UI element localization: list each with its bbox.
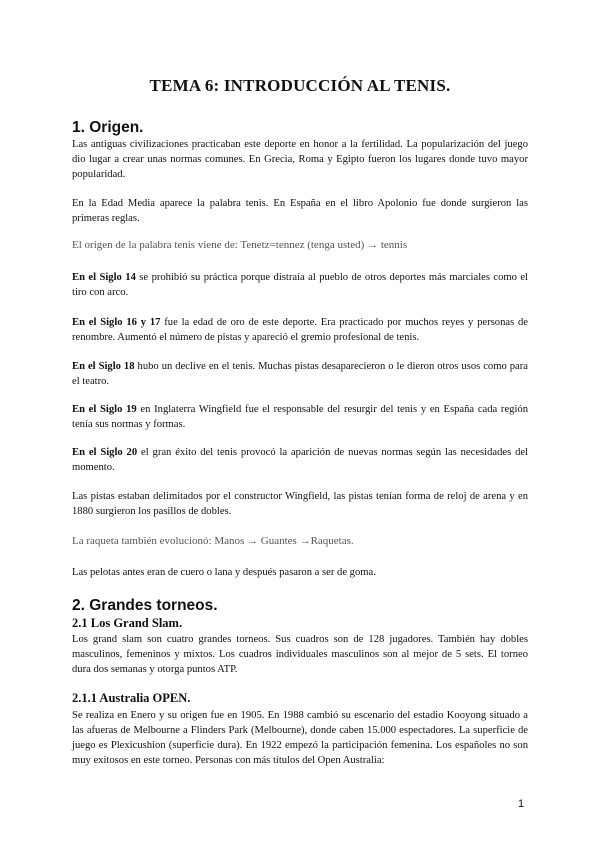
document-title: TEMA 6: INTRODUCCIÓN AL TENIS. [149,76,451,95]
century-label: En el Siglo 20 [72,447,138,458]
paragraph: En la Edad Media aparece la palabra tenis. En España en el libro Apolonio fue donde surgieron las primeras reglas. [72,198,528,224]
paragraph-text: el gran éxito del tenis provocó la aparición de nuevas normas según las necesidades del momento. [72,447,529,473]
paragraph-siglo-18 [72,359,528,389]
paragraph-text: hubo un declive en el tenis. Muchas pistas desaparecieron o le dieron otros usos como para el teatro. [72,361,528,387]
paragraph-text: en Inglaterra Wingfield fue el responsable del resurgir del tenis y en España cada región tenía sus normas y formas. [72,404,528,430]
paragraph-siglo-19 [72,402,528,432]
paragraph-raqueta: La raqueta también evolucionó: Manos → Guantes →Raquetas. [72,535,354,547]
paragraph: Se realiza en Enero y su origen fue en 1905. En 1988 cambió su escenario del estadio Kooyong situado a las afueras de Melbourne a Flinders Park (Melbourne), donde caben 15.000 espectadores. La superficie de juego es Plexicushion (superficie dura). En 1922 empezó la participación femenina. Los españoles no son muy exitosos en este torneo. Personas con más títulos del Open Australia: [72,710,528,766]
section-heading-origen: 1. Origen. [72,119,144,136]
page-number: 1 [518,798,525,810]
paragraph-text: fue la edad de oro de este deporte. Era practicado por muchos reyes y personas de renombre. Aumentó el número de pistas y apareció el gremio profesional de tenis. [72,317,529,343]
century-label: En el Siglo 14 [72,272,136,283]
paragraph-siglo-14 [72,270,528,300]
century-label: En el Siglo 18 [72,361,135,372]
paragraph: Los grand slam son cuatro grandes torneos. Sus cuadros son de 128 jugadores. También hay dobles masculinos, femeninos y mixtos. Los cuadros individuales masculinos son al mejor de 5 sets. El torneo dura dos semanas y otorga puntos ATP. [72,634,528,675]
century-label: En el Siglo 19 [72,404,137,415]
paragraph-etymology: El origen de la palabra tenis viene de: Tenetz=tennez (tenga usted) → tennis [72,239,408,251]
paragraph: Las pelotas antes eran de cuero o lana y después pasaron a ser de goma. [72,567,376,578]
paragraph: Las pistas estaban delimitados por el constructor Wingfield, las pistas tenían forma de reloj de arena y en 1880 surgieron los pasillos de dobles. [72,491,528,517]
paragraph-text: se prohibió su práctica porque distraía al pueblo de otros deportes más marciales como el tiro con arco. [72,272,529,298]
section-heading-grandes-torneos: 2. Grandes torneos. [72,597,218,614]
century-label: En el Siglo 16 y 17 [72,317,161,328]
paragraph-siglo-16-17 [72,315,528,345]
paragraph-siglo-20 [72,445,528,475]
subsection-heading-australia-open: 2.1.1 Australia OPEN. [72,691,191,705]
paragraph: Las antiguas civilizaciones practicaban este deporte en honor a la fertilidad. La popularización del juego dio lugar a crear unas normas comunes. En Grecia, Roma y Egipto fueron los lugares donde tuvo mayor popularidad. [72,139,528,180]
subsection-heading-grand-slam: 2.1 Los Grand Slam. [72,616,183,630]
